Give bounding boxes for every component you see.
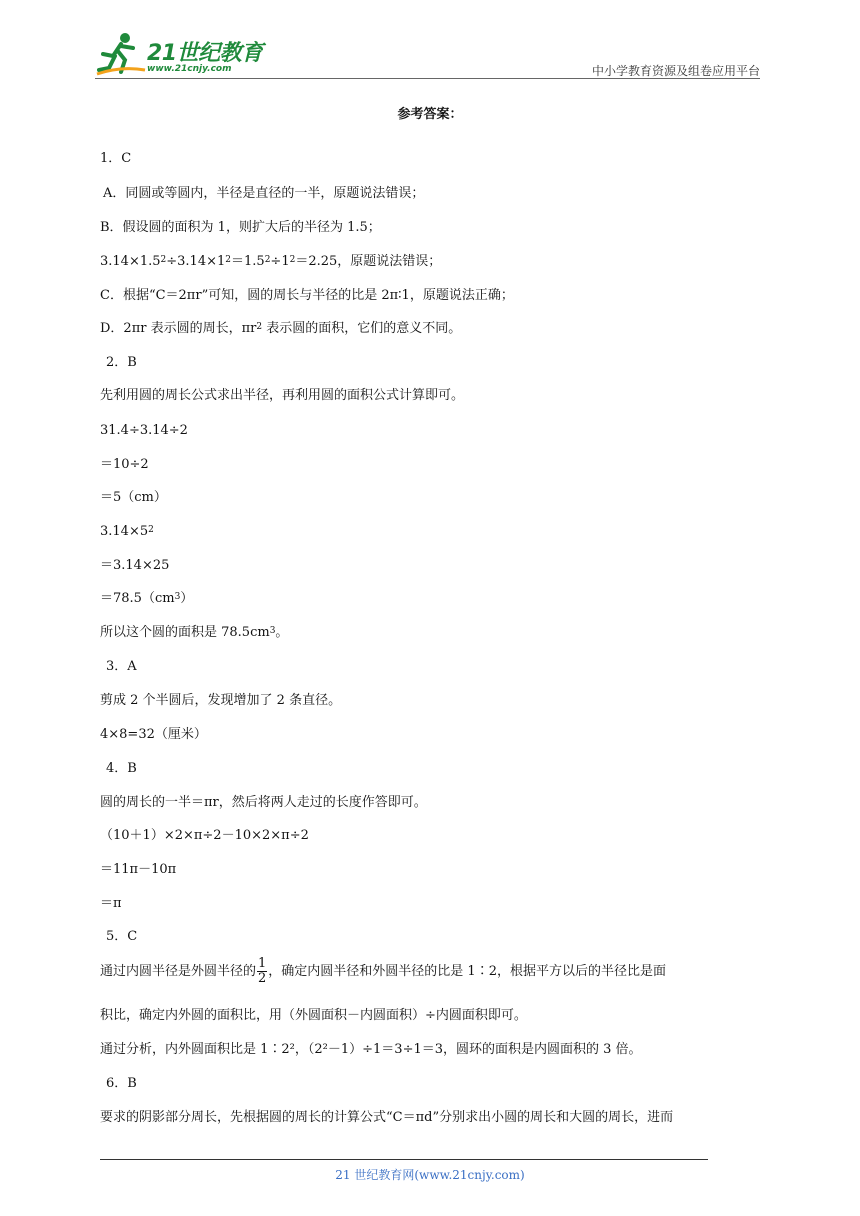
answer-6-explanation: 要求的阴影部分周长，先根据圆的周长的计算公式“C＝πd”分别求出小圆的周长和大圆的周长，进而 bbox=[100, 1110, 674, 1125]
logo-url: www.21cnjy.com bbox=[147, 64, 232, 74]
page-title: 参考答案： bbox=[397, 107, 463, 122]
platform-name: 中小学教育资源及组卷应用平台 bbox=[591, 64, 760, 78]
one-half-fraction: $\frac{1}{2}$ bbox=[258, 956, 267, 986]
answer-2-step-5: ＝3.14×25 bbox=[100, 558, 170, 573]
logo-text: 21世纪教育 bbox=[147, 41, 263, 66]
answer-1-option-a: A．同圆或等圆内，半径是直径的一半，原题说法错误； bbox=[103, 186, 425, 201]
answer-2-step-3: ＝5（cm） bbox=[100, 490, 167, 505]
runner-logo-icon bbox=[95, 30, 147, 78]
answer-5: 5．C bbox=[106, 929, 138, 944]
page-footer[interactable]: 21 世纪教育网(www.21cnjy.com) bbox=[335, 1168, 525, 1182]
answer-1-option-d: D．2πr 表示圆的周长，$\pi r^2$ 表示圆的面积，它们的意义不同。 bbox=[100, 321, 462, 336]
answer-2-conclusion: 所以这个圆的面积是 $78.5cm^3$。 bbox=[100, 625, 289, 640]
answer-5-explanation-cont: 积比，确定内外圆的面积比，用（外圆面积－内圆面积）÷内圆面积即可。 bbox=[100, 1008, 527, 1023]
answer-4-step-2: ＝11π－10π bbox=[100, 862, 177, 877]
answer-4: 4．B bbox=[106, 761, 137, 776]
answer-2-step-6: $=78.5(cm^3)$ bbox=[100, 591, 194, 606]
answer-4-step-1: （10＋1）×2×π÷2－10×2×π÷2 bbox=[100, 828, 309, 843]
answer-4-explanation: 圆的周长的一半＝πr，然后将两人走过的长度作答即可。 bbox=[100, 795, 427, 810]
answer-3-explanation: 剪成 2 个半圆后，发现增加了 2 条直径。 bbox=[100, 693, 342, 708]
logo bbox=[95, 30, 265, 78]
answer-5-explanation: 通过内圆半径是外圆半径的 $\frac{1}{2}$ ，确定内圆半径和外圆半径的比是 1∶2，根据平方以后的半径比是面 bbox=[100, 956, 666, 986]
footer-divider bbox=[100, 1159, 708, 1160]
header-divider bbox=[95, 78, 760, 79]
answer-3-calculation: 4×8=32（厘米） bbox=[100, 727, 207, 742]
answer-3: 3．A bbox=[106, 659, 137, 674]
answer-1-option-c: C．根据“C＝2πr”可知，圆的周长与半径的比是 2π∶1，原题说法正确； bbox=[100, 288, 514, 303]
answer-1: 1．C bbox=[100, 151, 132, 166]
answer-1-calculation: $3.14\times 1.5^2\div 3.14\times 1^2=1.5^2\div 1^2=2.25$，原题说法错误； bbox=[100, 254, 442, 269]
answer-2: 2．B bbox=[106, 355, 137, 370]
answer-4-step-3: ＝π bbox=[100, 896, 122, 911]
answer-2-step-1: 31.4÷3.14÷2 bbox=[100, 423, 188, 438]
answer-5-analysis: 通过分析，内外圆面积比是 1∶2²，（2²－1）÷1＝3÷1＝3，圆环的面积是内圆面积的 3 倍。 bbox=[100, 1042, 642, 1057]
answer-6: 6．B bbox=[106, 1076, 137, 1091]
page-header bbox=[95, 30, 760, 80]
answer-2-step-4: $3.14\times 5^2$ bbox=[100, 524, 154, 539]
answer-1-option-b: B．假设圆的面积为 1，则扩大后的半径为 1.5； bbox=[100, 220, 381, 235]
answer-2-step-2: ＝10÷2 bbox=[100, 457, 149, 472]
answer-2-explanation: 先利用圆的周长公式求出半径，再利用圆的面积公式计算即可。 bbox=[100, 388, 465, 403]
